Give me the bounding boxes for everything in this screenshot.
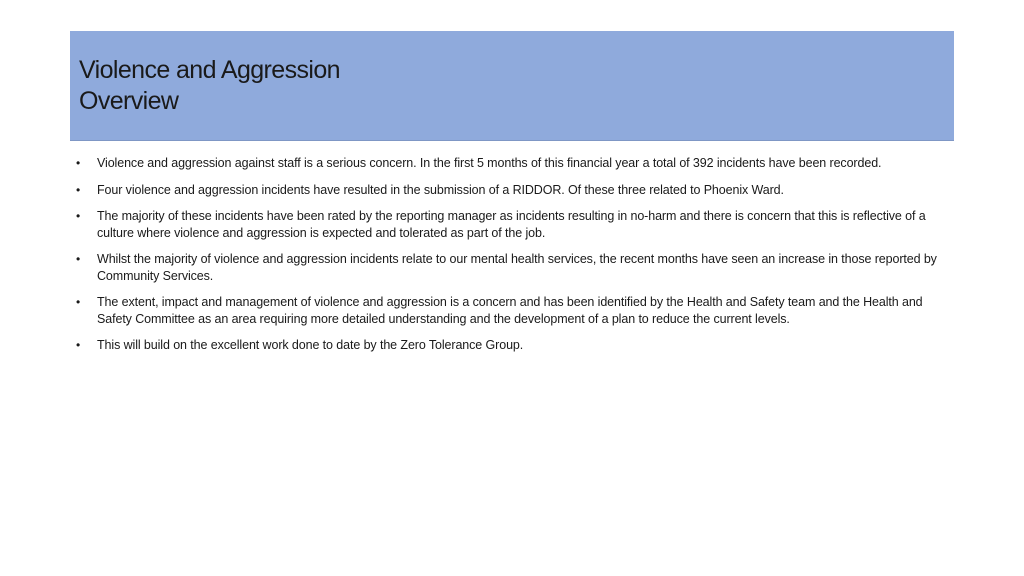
bullet-dot-icon: • (76, 252, 81, 266)
title-banner (70, 31, 954, 141)
bullet-dot-icon: • (76, 182, 81, 197)
slide-title (79, 55, 340, 117)
bullet-text: Whilst the majority of violence and aggression incidents relate to our mental health services, the recent months have seen an increase in those reported by Community Services. (97, 252, 937, 283)
bullet-dot-icon: • (76, 209, 81, 223)
bullet-item (76, 208, 952, 241)
slide-title-line-1: Violence and Aggression (79, 56, 340, 84)
bullet-item (76, 182, 952, 199)
bullet-text: The extent, impact and management of violence and aggression is a concern and has been identified by the Health and Safety team and the Health and Safety Committee as an area requiring more detailed understanding and the development of a plan to reduce the current levels. (97, 295, 923, 326)
bullet-item (76, 251, 952, 284)
bullet-item (76, 155, 952, 172)
bullet-dot-icon: • (76, 338, 81, 352)
bullet-list (76, 155, 952, 364)
bullet-item (76, 337, 952, 354)
bullet-item (76, 294, 952, 327)
slide-title-line-2: Overview (79, 87, 179, 115)
bullet-text: The majority of these incidents have been rated by the reporting manager as incidents resulting in no-harm and there is concern that this is reflective of a culture where violence and aggression is expected and tolerated as part of the job. (97, 209, 926, 240)
bullet-text: This will build on the excellent work done to date by the Zero Tolerance Group. (97, 338, 524, 352)
bullet-dot-icon: • (76, 156, 81, 170)
bullet-dot-icon: • (76, 295, 81, 309)
bullet-text: Violence and aggression against staff is a serious concern. In the first 5 months of this financial year a total of 392 incidents have been recorded. (97, 156, 882, 170)
bullet-text: Four violence and aggression incidents have resulted in the submission of a RIDDOR. Of these three related to Phoenix Ward. (97, 182, 784, 197)
